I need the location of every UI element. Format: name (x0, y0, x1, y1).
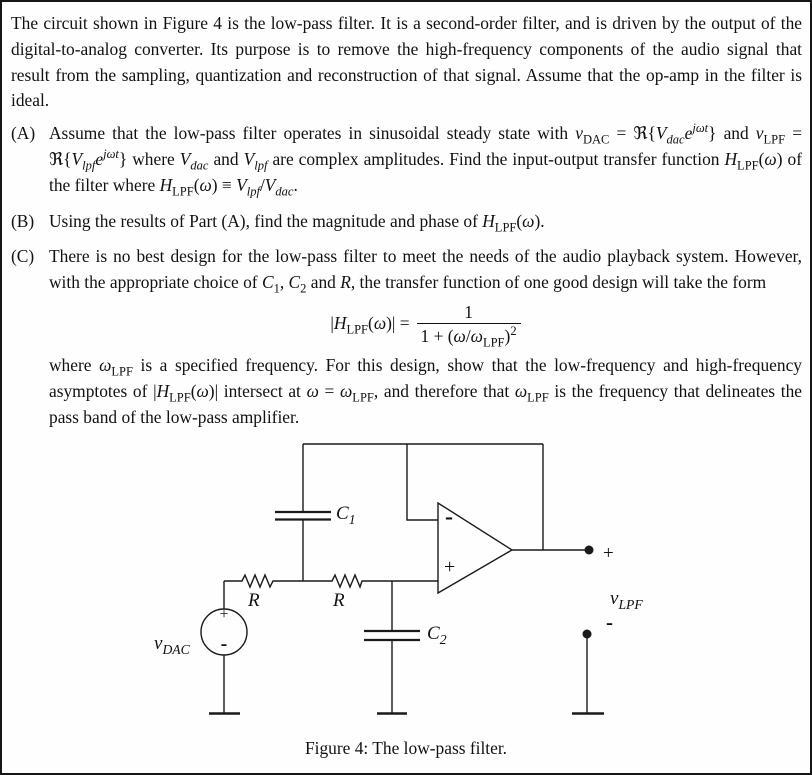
resistor-r2 (329, 575, 364, 587)
part-c-label: (C) (11, 246, 35, 267)
part-a-text: Assume that the low-pass filter operates in sinusoidal steady state with $v_{DAC}$ = $ℜ\{V_{dac}e^{j\omega t}\}$ and $v_{LPF}$ = $ℜ\{V_{lpf}e^{j\omega t}\}$ where $V_{dac}$ and $V_{lpf}$ are complex amplitudes. Find the input-output transfer function $H_{LPF}(\omega)$ of the filter where $H_{LPF}(\omega) \equiv V_{lpf}/V_{dac}$. (49, 121, 803, 199)
capacitor-c1-plates (275, 512, 331, 520)
part-c-text-before: There is no best design for the low-pass filter to meet the needs of the audio playback system. However, with the appropriate choice of $C_1$, $C_2$ and R, the transfer function of one good design will take the form (49, 246, 802, 296)
output-plus-sign: + (603, 543, 614, 564)
equation-lhs: $|H_{LPF}(\omega)|$ = (330, 313, 410, 337)
part-b-label: (B) (11, 210, 35, 231)
part-c-text-after: where $\omega_{LPF}$ is a specified frequency. For this design, show that the low-frequency and high-frequency asymptotes of $|H_{LPF}(\omega)|$ intersect at $\omega = \omega_{LPF}$, and therefore that $\omega_{LPF}$ is the frequency that delineates the pass band of the low-pass amplifier. (49, 354, 803, 427)
output-minus-sign: - (606, 610, 613, 634)
intro-paragraph: The circuit shown in Figure 4 is the low-pass filter. It is a second-order filter, and is driven by the output of the digital-to-analog converter. Its purpose is to remove the high-frequency components of the audio signal that result from the sampling, quantization and reconstruction of that signal. Assume that the op-amp in the filter is ideal. (11, 13, 802, 111)
resistor-r1 (239, 575, 275, 587)
part-a-label: (A) (11, 123, 36, 144)
output-terminal-dot-plus (585, 546, 594, 555)
equation-fraction (417, 301, 521, 350)
part-b (11, 209, 802, 235)
part-a (11, 121, 802, 198)
capacitor-c2-label: $C_2$ (427, 623, 447, 647)
resistor-r2-label: R (333, 590, 345, 611)
part-c (11, 244, 802, 430)
opamp-inverting-input-sign: - (445, 504, 453, 530)
capacitor-c2-plates (364, 631, 420, 640)
source-minus-sign: - (220, 633, 228, 655)
output-terminal-dot-minus (583, 630, 592, 639)
transfer-function-equation (49, 301, 802, 350)
opamp-noninverting-input-sign: + (444, 556, 456, 578)
source-vdac-label: $v_{DAC}$ (154, 633, 190, 657)
figure-4-circuit (2, 436, 808, 734)
circuit-svg (2, 436, 808, 734)
resistor-r1-label: R (248, 590, 260, 611)
equation-numerator: 1 (464, 301, 473, 322)
source-plus-sign: + (219, 606, 229, 623)
capacitor-c1-label: $C_1$ (336, 503, 356, 527)
output-vlpf-label: $v_{LPF}$ (610, 588, 643, 612)
problem-text (2, 2, 810, 430)
part-b-text: Using the results of Part (A), find the magnitude and phase of $H_{LPF}(\omega)$. (49, 210, 545, 235)
figure-caption: Figure 4: The low-pass filter. (304, 738, 508, 758)
inverting-input-wire (407, 444, 438, 520)
equation-denominator: $1 + (\omega/\omega_{LPF})^2$ (417, 323, 521, 347)
